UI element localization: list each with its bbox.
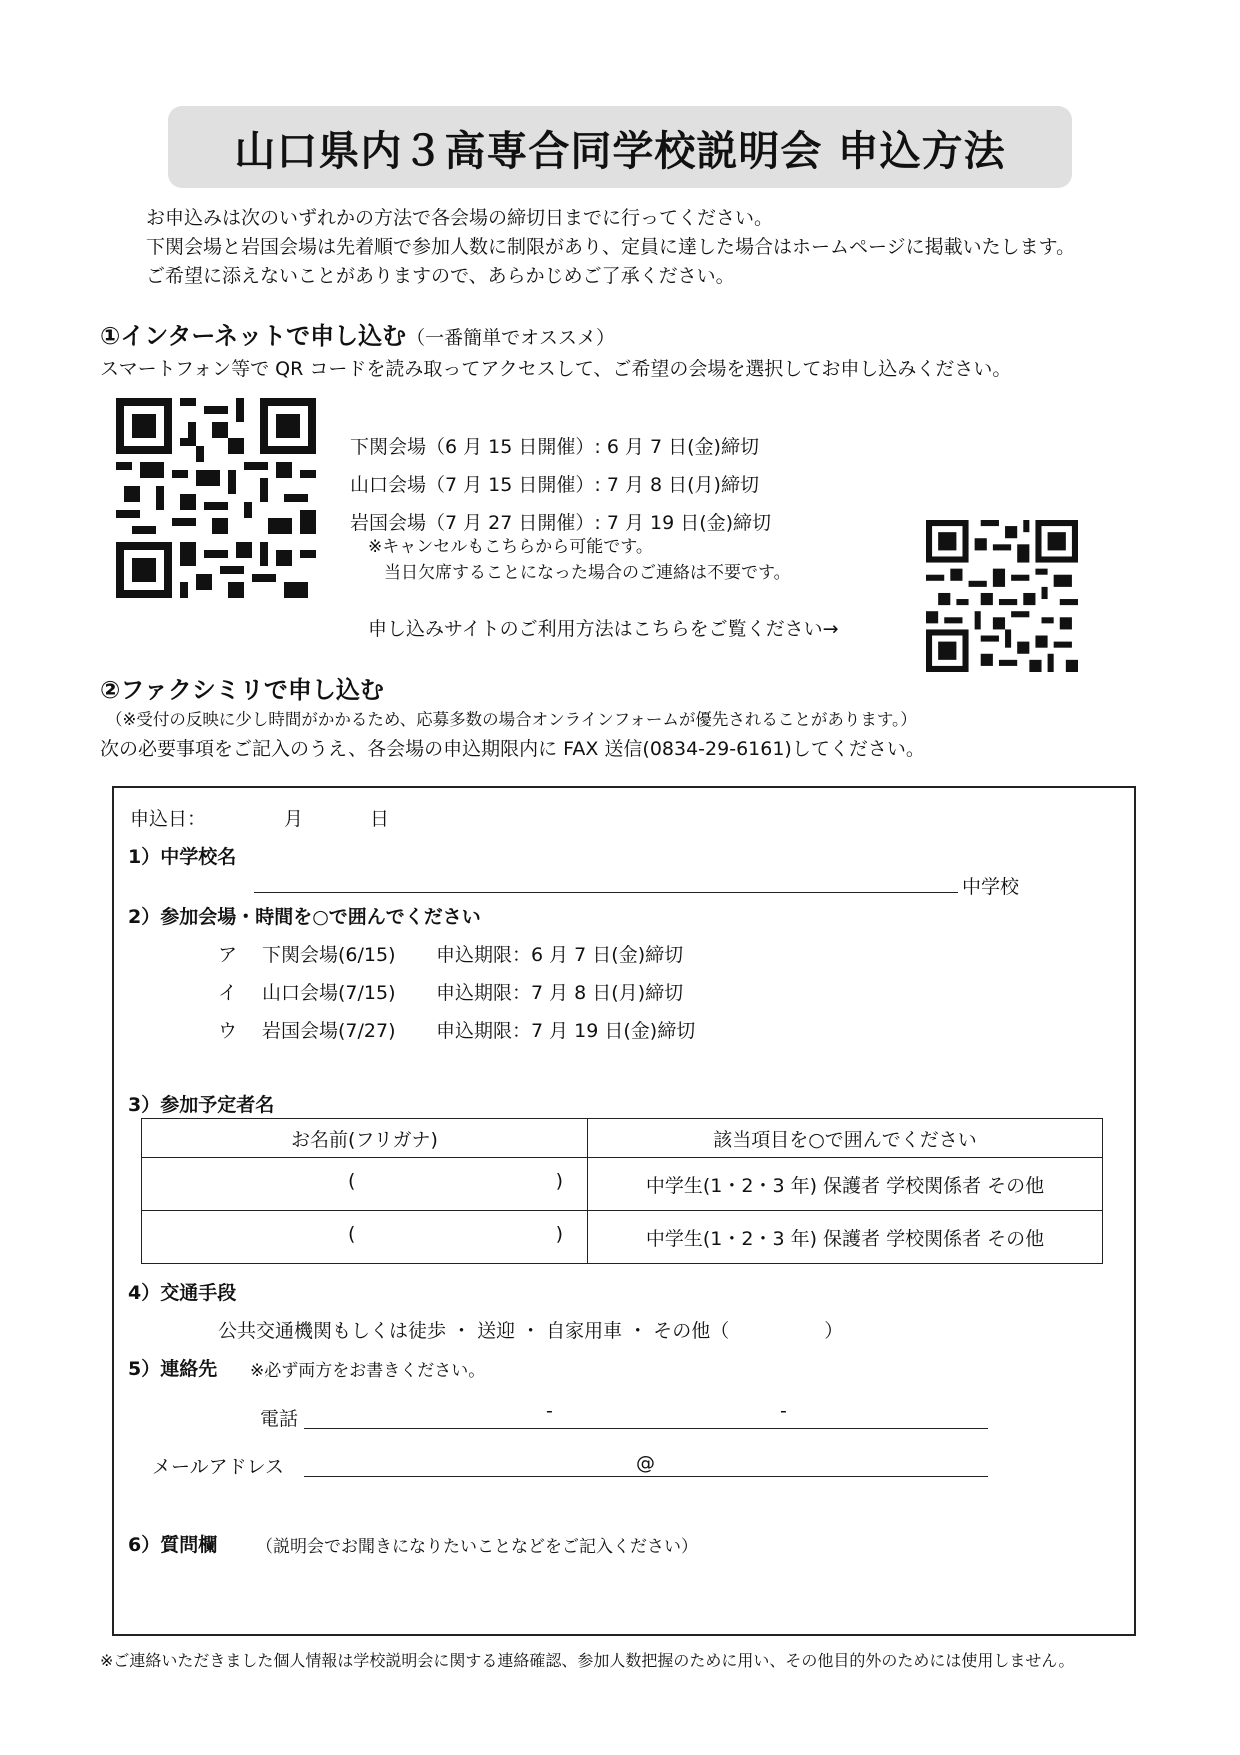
date-day[interactable]: 日	[370, 808, 390, 830]
paren-close: )	[555, 1170, 563, 1192]
email-field[interactable]	[304, 1476, 988, 1477]
attendee-name-cell[interactable]	[142, 1158, 588, 1211]
deadline-iwakuni: 岩国会場（7 月 27 日開催）: 7 月 19 日(金)締切	[350, 512, 772, 534]
qr-code-icon[interactable]	[116, 398, 316, 598]
deadline-yamaguchi: 山口会場（7 月 15 日開催）: 7 月 8 日(月)締切	[350, 474, 759, 496]
school-name-field[interactable]	[254, 892, 958, 893]
transport-question: 4）交通手段	[128, 1282, 237, 1304]
page-title: 山口県内３高専合同学校説明会 申込方法	[234, 126, 1006, 175]
intro-line: ご希望に添えないことがありますので、あらかじめご了承ください。	[146, 265, 735, 287]
date-month[interactable]: 月	[284, 808, 304, 830]
phone-field[interactable]	[304, 1428, 988, 1429]
phone-label: 電話	[260, 1408, 299, 1430]
name-column-header: お名前(フリガナ)	[142, 1119, 588, 1158]
attendee-category-cell[interactable]: 中学生(1・2・3 年) 保護者 学校関係者 その他	[588, 1158, 1103, 1211]
deadline-shimonoseki: 下関会場（6 月 15 日開催）: 6 月 7 日(金)締切	[350, 436, 759, 458]
contact-question: 5）連絡先	[128, 1358, 218, 1380]
internet-heading	[100, 316, 615, 351]
school-question: 1）中学校名	[128, 846, 237, 868]
venue-option-a-mark[interactable]: ア	[218, 944, 238, 966]
usage-guide-link[interactable]: 申し込みサイトのご利用方法はこちらをご覧ください→	[368, 618, 839, 640]
attendee-category-cell[interactable]: 中学生(1・2・3 年) 保護者 学校関係者 その他	[588, 1211, 1103, 1264]
transport-options[interactable]: 公共交通機関もしくは徒歩 ・ 送迎 ・ 自家用車 ・ その他（ ）	[218, 1320, 844, 1342]
attendee-question: 3）参加予定者名	[128, 1094, 275, 1116]
attendee-name-cell[interactable]	[142, 1211, 588, 1264]
venue-option-a-deadline: 申込期限：6 月 7 日(金)締切	[436, 944, 684, 966]
email-label: メールアドレス	[152, 1456, 285, 1478]
venue-option-i-mark[interactable]: イ	[218, 982, 238, 1004]
fax-note: （※受付の反映に少し時間がかかるため、応募多数の場合オンラインフォームが優先されることがあります。）	[106, 710, 917, 729]
venue-option-a[interactable]: 下関会場(6/15)	[262, 944, 396, 966]
internet-heading-text: ①インターネットで申し込む	[100, 322, 407, 350]
paren-close: )	[555, 1223, 563, 1245]
internet-instruction: スマートフォン等で QR コードを読み取ってアクセスして、ご希望の会場を選択してお申し込みください。	[100, 358, 1012, 380]
table-row	[142, 1211, 1103, 1264]
question-field-label: 6）質問欄	[128, 1534, 218, 1556]
paren-open: (	[348, 1170, 356, 1192]
privacy-note: ※ご連絡いただきました個人情報は学校説明会に関する連絡確認、参加人数把握のために用い、その他目的外のためには使用しません。	[100, 1651, 1075, 1670]
question-field[interactable]	[128, 1566, 1118, 1626]
internet-deadlines	[350, 428, 771, 542]
qr-code-icon[interactable]	[926, 520, 1078, 672]
venue-question: 2）参加会場・時間を○で囲んでください	[128, 906, 481, 928]
category-column-header: 該当項目を○で囲んでください	[588, 1119, 1103, 1158]
fax-heading: ②ファクシミリで申し込む	[100, 676, 384, 704]
absence-note: 当日欠席することになった場合のご連絡は不要です。	[384, 563, 791, 583]
intro-line: 下関会場と岩国会場は先着順で参加人数に制限があり、定員に達した場合はホームページに掲載いたします。	[146, 236, 1076, 258]
paren-open: (	[348, 1223, 356, 1245]
venue-option-u-mark[interactable]: ウ	[218, 1020, 238, 1042]
phone-dash: -	[546, 1400, 553, 1422]
table-row	[142, 1158, 1103, 1211]
question-field-note: （説明会でお聞きになりたいことなどをご記入ください）	[256, 1537, 698, 1557]
cancel-note: ※キャンセルもこちらから可能です。	[368, 537, 653, 557]
school-suffix: 中学校	[962, 876, 1020, 898]
email-at: @	[636, 1452, 655, 1474]
table-header-row	[142, 1119, 1103, 1158]
attendee-table	[141, 1118, 1103, 1264]
title-banner	[168, 106, 1072, 188]
venue-option-u-deadline: 申込期限：7 月 19 日(金)締切	[436, 1020, 696, 1042]
venue-option-i[interactable]: 山口会場(7/15)	[262, 982, 396, 1004]
intro-text	[146, 204, 1075, 291]
venue-option-u[interactable]: 岩国会場(7/27)	[262, 1020, 396, 1042]
internet-heading-note: （一番簡単でオススメ）	[406, 327, 615, 349]
contact-note: ※必ず両方をお書きください。	[250, 1361, 486, 1381]
venue-option-i-deadline: 申込期限：7 月 8 日(月)締切	[436, 982, 684, 1004]
intro-line: お申込みは次のいずれかの方法で各会場の締切日までに行ってください。	[146, 207, 774, 229]
phone-dash: -	[780, 1400, 787, 1422]
date-label: 申込日：	[130, 808, 207, 830]
fax-instruction: 次の必要事項をご記入のうえ、各会場の申込期限内に FAX 送信(0834-29-6161)してください。	[100, 738, 925, 760]
internet-notes	[368, 534, 791, 586]
